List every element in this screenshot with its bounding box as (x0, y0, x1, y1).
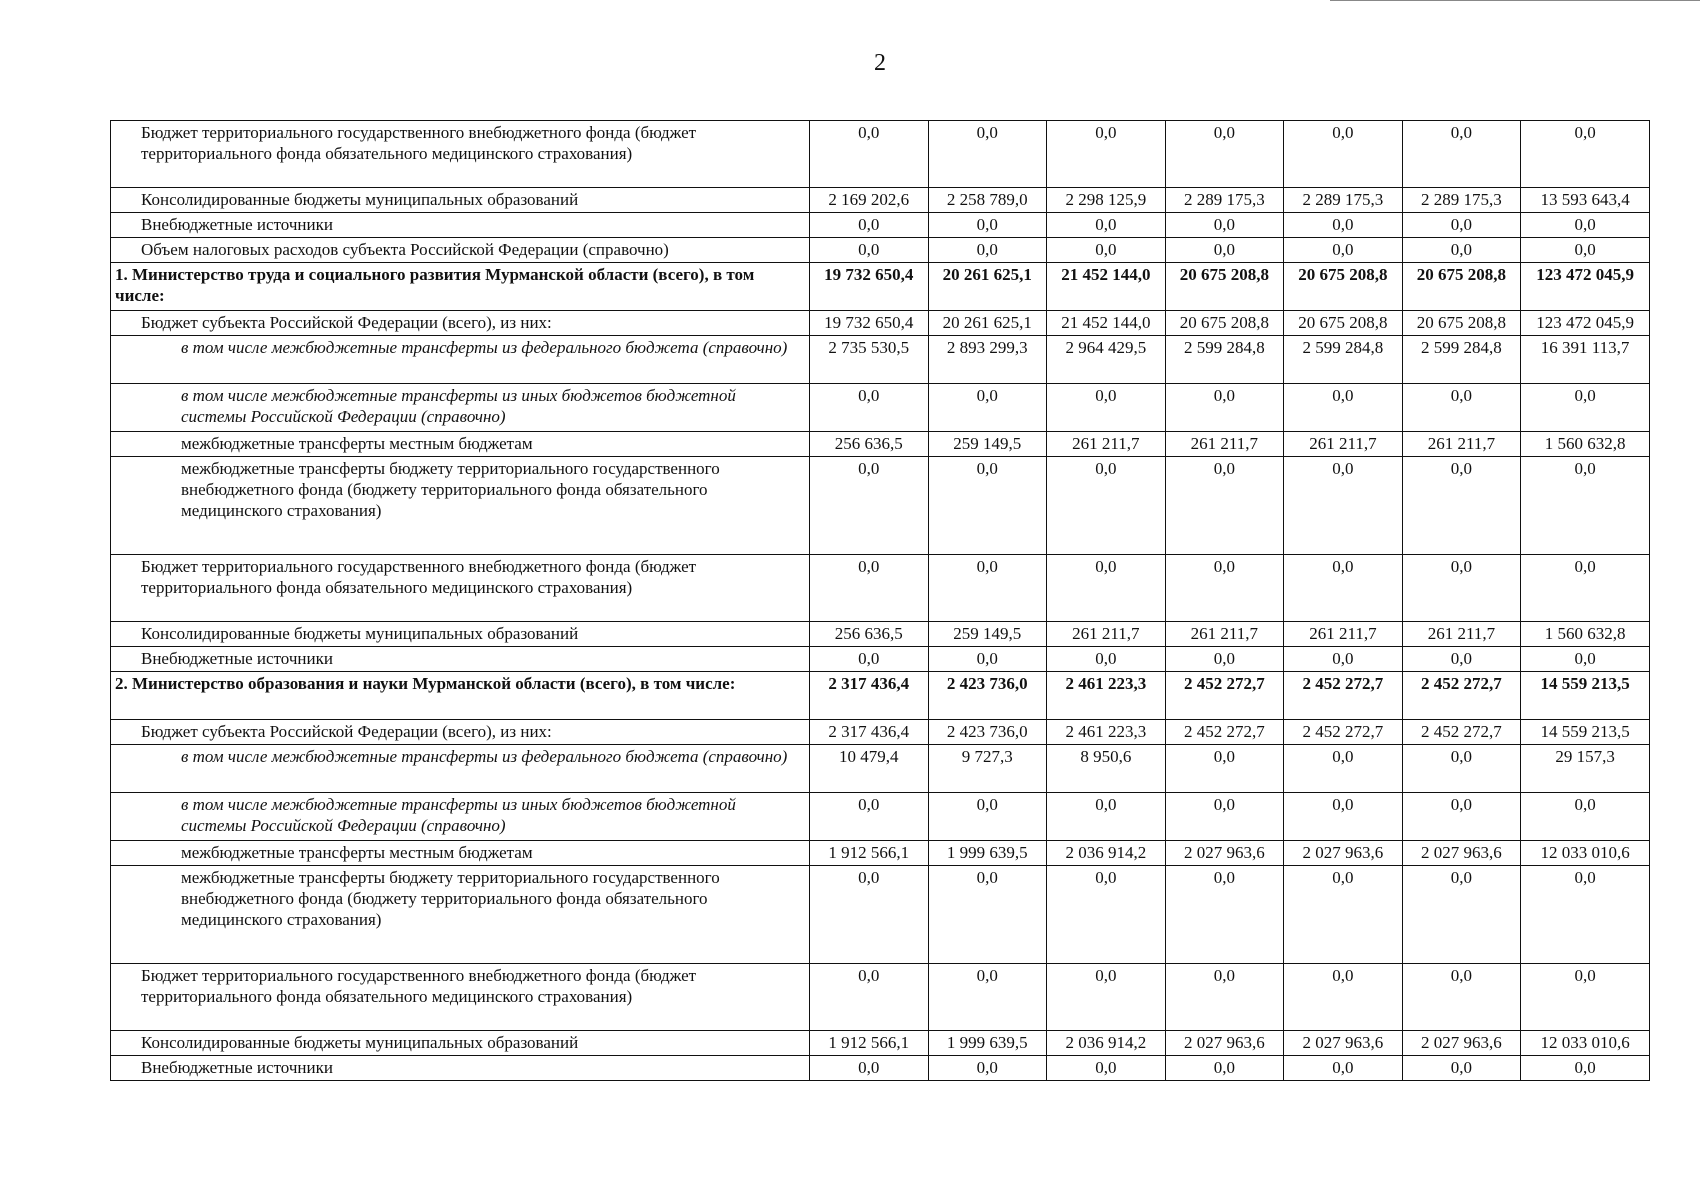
table-row (111, 213, 1650, 238)
value-cell: 0,0 (1047, 555, 1166, 622)
value-cell: 20 675 208,8 (1165, 263, 1284, 311)
value-cell: 12 033 010,6 (1521, 1031, 1650, 1056)
value-cell: 0,0 (810, 1056, 929, 1081)
table-row (111, 238, 1650, 263)
row-label: Бюджет субъекта Российской Федерации (всего), из них: (111, 720, 810, 745)
value-cell: 1 560 632,8 (1521, 622, 1650, 647)
value-cell: 0,0 (1284, 866, 1403, 964)
row-label: 2. Министерство образования и науки Мурманской области (всего), в том числе: (111, 672, 810, 720)
value-cell: 0,0 (810, 555, 929, 622)
table-row (111, 336, 1650, 384)
value-cell: 0,0 (928, 964, 1047, 1031)
value-cell: 0,0 (928, 384, 1047, 432)
value-cell: 261 211,7 (1402, 432, 1521, 457)
value-cell: 0,0 (1165, 121, 1284, 188)
value-cell: 261 211,7 (1047, 622, 1166, 647)
value-cell: 0,0 (1165, 555, 1284, 622)
value-cell: 2 027 963,6 (1165, 1031, 1284, 1056)
value-cell: 0,0 (810, 238, 929, 263)
value-cell: 0,0 (1165, 745, 1284, 793)
value-cell: 0,0 (1521, 647, 1650, 672)
table-row (111, 263, 1650, 311)
value-cell: 2 599 284,8 (1165, 336, 1284, 384)
value-cell: 0,0 (1047, 964, 1166, 1031)
table-row (111, 121, 1650, 188)
row-label: межбюджетные трансферты местным бюджетам (111, 841, 810, 866)
row-label: межбюджетные трансферты бюджету территориального государственного внебюджетного фонда (бюджету территориального фонда обязательного медицинского страхования) (111, 866, 810, 964)
table-row (111, 384, 1650, 432)
value-cell: 0,0 (1047, 238, 1166, 263)
value-cell: 2 599 284,8 (1284, 336, 1403, 384)
table-row (111, 720, 1650, 745)
row-label: в том числе межбюджетные трансферты из иных бюджетов бюджетной системы Российской Федерации (справочно) (111, 793, 810, 841)
value-cell: 19 732 650,4 (810, 263, 929, 311)
value-cell: 2 298 125,9 (1047, 188, 1166, 213)
value-cell: 0,0 (1402, 121, 1521, 188)
value-cell: 20 675 208,8 (1284, 263, 1403, 311)
value-cell: 0,0 (1521, 866, 1650, 964)
value-cell: 2 289 175,3 (1165, 188, 1284, 213)
value-cell: 0,0 (1402, 1056, 1521, 1081)
table-row (111, 555, 1650, 622)
page-number: 2 (874, 50, 886, 76)
value-cell: 19 732 650,4 (810, 311, 929, 336)
row-label: в том числе межбюджетные трансферты из иных бюджетов бюджетной системы Российской Федерации (справочно) (111, 384, 810, 432)
value-cell: 0,0 (1165, 238, 1284, 263)
value-cell: 0,0 (1047, 1056, 1166, 1081)
value-cell: 0,0 (1521, 121, 1650, 188)
value-cell: 0,0 (1402, 866, 1521, 964)
value-cell: 0,0 (1284, 793, 1403, 841)
value-cell: 0,0 (1284, 964, 1403, 1031)
table-row (111, 841, 1650, 866)
value-cell: 2 027 963,6 (1402, 1031, 1521, 1056)
value-cell: 0,0 (928, 793, 1047, 841)
value-cell: 2 027 963,6 (1402, 841, 1521, 866)
table-row (111, 432, 1650, 457)
row-label: в том числе межбюджетные трансферты из федерального бюджета (справочно) (111, 745, 810, 793)
value-cell: 20 675 208,8 (1165, 311, 1284, 336)
value-cell: 0,0 (928, 555, 1047, 622)
value-cell: 2 036 914,2 (1047, 841, 1166, 866)
value-cell: 2 452 272,7 (1402, 720, 1521, 745)
value-cell: 0,0 (1402, 238, 1521, 263)
value-cell: 0,0 (1047, 647, 1166, 672)
value-cell: 2 289 175,3 (1402, 188, 1521, 213)
value-cell: 0,0 (1284, 121, 1403, 188)
value-cell: 2 599 284,8 (1402, 336, 1521, 384)
value-cell: 9 727,3 (928, 745, 1047, 793)
value-cell: 13 593 643,4 (1521, 188, 1650, 213)
value-cell: 0,0 (1402, 964, 1521, 1031)
value-cell: 1 560 632,8 (1521, 432, 1650, 457)
value-cell: 0,0 (1284, 555, 1403, 622)
value-cell: 21 452 144,0 (1047, 311, 1166, 336)
table-row (111, 1031, 1650, 1056)
row-label: Внебюджетные источники (111, 1056, 810, 1081)
value-cell: 2 289 175,3 (1284, 188, 1403, 213)
value-cell: 256 636,5 (810, 622, 929, 647)
row-label: 1. Министерство труда и социального развития Мурманской области (всего), в том числе: (111, 263, 810, 311)
value-cell: 2 452 272,7 (1284, 672, 1403, 720)
value-cell: 14 559 213,5 (1521, 672, 1650, 720)
value-cell: 0,0 (928, 647, 1047, 672)
table-row (111, 1056, 1650, 1081)
value-cell: 0,0 (1521, 1056, 1650, 1081)
value-cell: 0,0 (1284, 745, 1403, 793)
table-row (111, 793, 1650, 841)
value-cell: 2 893 299,3 (928, 336, 1047, 384)
value-cell: 0,0 (1165, 384, 1284, 432)
table-row (111, 647, 1650, 672)
value-cell: 0,0 (1284, 647, 1403, 672)
value-cell: 0,0 (810, 793, 929, 841)
value-cell: 0,0 (1047, 457, 1166, 555)
value-cell: 2 452 272,7 (1402, 672, 1521, 720)
row-label: Внебюджетные источники (111, 213, 810, 238)
value-cell: 2 461 223,3 (1047, 720, 1166, 745)
top-edge-rule (1330, 0, 1700, 3)
value-cell: 0,0 (1402, 213, 1521, 238)
value-cell: 0,0 (1521, 555, 1650, 622)
value-cell: 2 423 736,0 (928, 672, 1047, 720)
value-cell: 2 027 963,6 (1284, 841, 1403, 866)
table-row (111, 745, 1650, 793)
value-cell: 0,0 (1284, 213, 1403, 238)
row-label: Объем налоговых расходов субъекта Российской Федерации (справочно) (111, 238, 810, 263)
value-cell: 0,0 (928, 121, 1047, 188)
value-cell: 0,0 (1402, 384, 1521, 432)
value-cell: 0,0 (810, 457, 929, 555)
value-cell: 2 452 272,7 (1284, 720, 1403, 745)
row-label: межбюджетные трансферты местным бюджетам (111, 432, 810, 457)
value-cell: 2 461 223,3 (1047, 672, 1166, 720)
value-cell: 0,0 (1165, 964, 1284, 1031)
value-cell: 0,0 (1521, 793, 1650, 841)
row-label: Консолидированные бюджеты муниципальных образований (111, 188, 810, 213)
value-cell: 0,0 (1521, 457, 1650, 555)
value-cell: 1 912 566,1 (810, 1031, 929, 1056)
value-cell: 0,0 (1165, 793, 1284, 841)
value-cell: 8 950,6 (1047, 745, 1166, 793)
table-row (111, 457, 1650, 555)
table-row (111, 188, 1650, 213)
row-label: Бюджет территориального государственного внебюджетного фонда (бюджет территориального фонда обязательного медицинского страхования) (111, 555, 810, 622)
value-cell: 21 452 144,0 (1047, 263, 1166, 311)
value-cell: 0,0 (1284, 457, 1403, 555)
value-cell: 261 211,7 (1402, 622, 1521, 647)
value-cell: 0,0 (1402, 555, 1521, 622)
table-row (111, 311, 1650, 336)
value-cell: 2 735 530,5 (810, 336, 929, 384)
row-label: Консолидированные бюджеты муниципальных образований (111, 622, 810, 647)
value-cell: 256 636,5 (810, 432, 929, 457)
value-cell: 0,0 (928, 213, 1047, 238)
value-cell: 261 211,7 (1165, 432, 1284, 457)
budget-table (110, 120, 1650, 1081)
value-cell: 0,0 (1165, 213, 1284, 238)
budget-table-body (111, 121, 1650, 1081)
value-cell: 0,0 (810, 964, 929, 1031)
value-cell: 0,0 (1402, 457, 1521, 555)
table-row (111, 964, 1650, 1031)
row-label: Бюджет территориального государственного внебюджетного фонда (бюджет территориального фонда обязательного медицинского страхования) (111, 964, 810, 1031)
value-cell: 0,0 (1402, 793, 1521, 841)
value-cell: 2 027 963,6 (1165, 841, 1284, 866)
value-cell: 0,0 (928, 238, 1047, 263)
value-cell: 0,0 (1047, 866, 1166, 964)
value-cell: 261 211,7 (1284, 432, 1403, 457)
value-cell: 2 452 272,7 (1165, 720, 1284, 745)
value-cell: 20 261 625,1 (928, 263, 1047, 311)
value-cell: 0,0 (1047, 213, 1166, 238)
value-cell: 0,0 (1521, 964, 1650, 1031)
value-cell: 0,0 (1047, 121, 1166, 188)
value-cell: 1 999 639,5 (928, 841, 1047, 866)
table-row (111, 672, 1650, 720)
value-cell: 2 258 789,0 (928, 188, 1047, 213)
value-cell: 0,0 (928, 866, 1047, 964)
row-label: Внебюджетные источники (111, 647, 810, 672)
value-cell: 123 472 045,9 (1521, 263, 1650, 311)
value-cell: 14 559 213,5 (1521, 720, 1650, 745)
value-cell: 2 169 202,6 (810, 188, 929, 213)
value-cell: 0,0 (1521, 213, 1650, 238)
value-cell: 29 157,3 (1521, 745, 1650, 793)
value-cell: 0,0 (810, 866, 929, 964)
value-cell: 2 964 429,5 (1047, 336, 1166, 384)
value-cell: 0,0 (1402, 647, 1521, 672)
value-cell: 0,0 (1047, 384, 1166, 432)
table-row (111, 866, 1650, 964)
value-cell: 0,0 (1165, 457, 1284, 555)
value-cell: 2 036 914,2 (1047, 1031, 1166, 1056)
value-cell: 2 317 436,4 (810, 672, 929, 720)
value-cell: 2 317 436,4 (810, 720, 929, 745)
value-cell: 16 391 113,7 (1521, 336, 1650, 384)
row-label: в том числе межбюджетные трансферты из федерального бюджета (справочно) (111, 336, 810, 384)
value-cell: 0,0 (810, 384, 929, 432)
value-cell: 0,0 (810, 213, 929, 238)
value-cell: 1 912 566,1 (810, 841, 929, 866)
value-cell: 0,0 (1521, 384, 1650, 432)
row-label: Бюджет субъекта Российской Федерации (всего), из них: (111, 311, 810, 336)
value-cell: 0,0 (1402, 745, 1521, 793)
value-cell: 0,0 (1047, 793, 1166, 841)
value-cell: 10 479,4 (810, 745, 929, 793)
value-cell: 0,0 (1165, 647, 1284, 672)
value-cell: 261 211,7 (1284, 622, 1403, 647)
row-label: Консолидированные бюджеты муниципальных образований (111, 1031, 810, 1056)
value-cell: 2 027 963,6 (1284, 1031, 1403, 1056)
value-cell: 259 149,5 (928, 622, 1047, 647)
value-cell: 20 261 625,1 (928, 311, 1047, 336)
value-cell: 0,0 (1521, 238, 1650, 263)
value-cell: 0,0 (810, 121, 929, 188)
value-cell: 2 452 272,7 (1165, 672, 1284, 720)
value-cell: 20 675 208,8 (1284, 311, 1403, 336)
value-cell: 0,0 (1284, 238, 1403, 263)
value-cell: 0,0 (1284, 1056, 1403, 1081)
value-cell: 0,0 (810, 647, 929, 672)
value-cell: 2 423 736,0 (928, 720, 1047, 745)
value-cell: 261 211,7 (1165, 622, 1284, 647)
row-label: Бюджет территориального государственного внебюджетного фонда (бюджет территориального фонда обязательного медицинского страхования) (111, 121, 810, 188)
value-cell: 20 675 208,8 (1402, 311, 1521, 336)
value-cell: 0,0 (1165, 1056, 1284, 1081)
value-cell: 0,0 (1165, 866, 1284, 964)
table-row (111, 622, 1650, 647)
value-cell: 0,0 (928, 457, 1047, 555)
value-cell: 12 033 010,6 (1521, 841, 1650, 866)
value-cell: 1 999 639,5 (928, 1031, 1047, 1056)
value-cell: 0,0 (1284, 384, 1403, 432)
value-cell: 20 675 208,8 (1402, 263, 1521, 311)
value-cell: 0,0 (928, 1056, 1047, 1081)
row-label: межбюджетные трансферты бюджету территориального государственного внебюджетного фонда (бюджету территориального фонда обязательного медицинского страхования) (111, 457, 810, 555)
value-cell: 259 149,5 (928, 432, 1047, 457)
value-cell: 261 211,7 (1047, 432, 1166, 457)
value-cell: 123 472 045,9 (1521, 311, 1650, 336)
